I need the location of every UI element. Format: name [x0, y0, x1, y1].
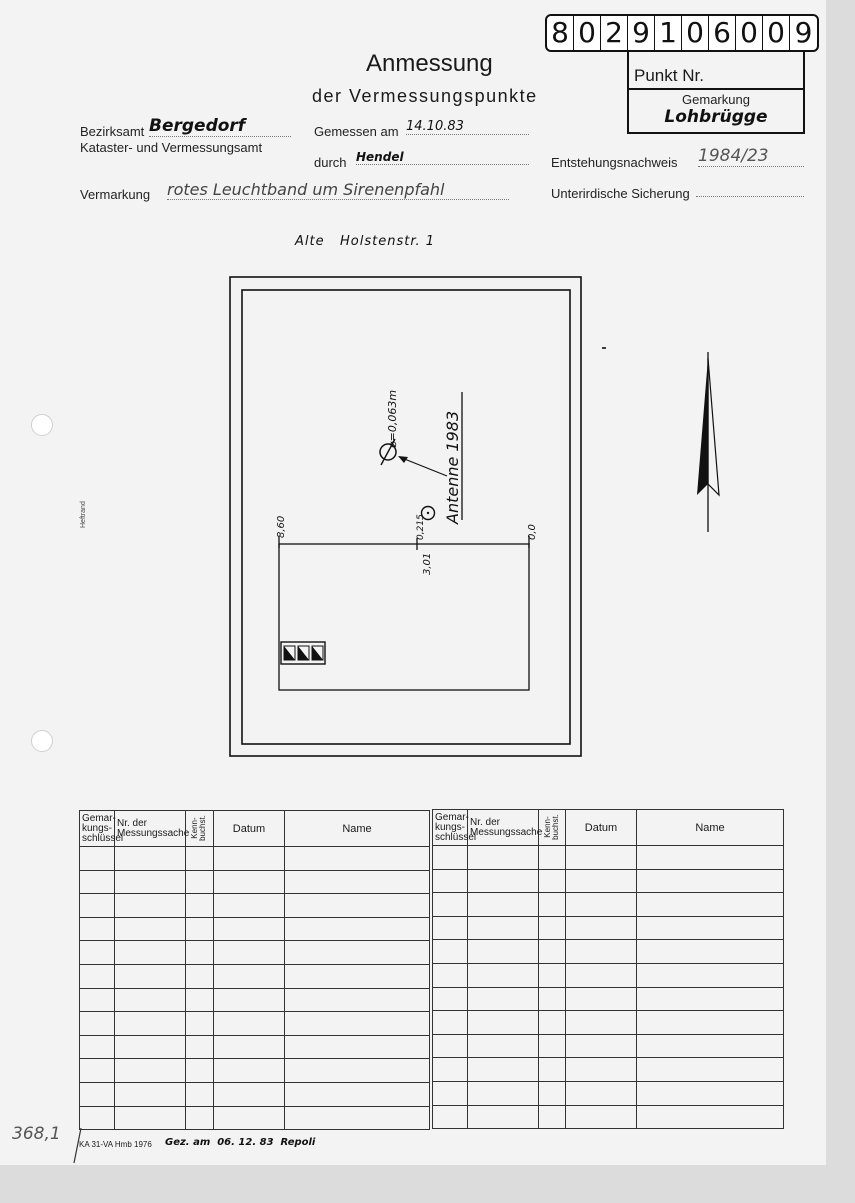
table-cell[interactable]: [468, 940, 539, 964]
table-cell[interactable]: [433, 1011, 468, 1035]
table-cell[interactable]: [115, 941, 186, 965]
table-row: [80, 1012, 430, 1036]
table-cell[interactable]: [468, 916, 539, 940]
punkt-label: Punkt Nr.: [629, 52, 803, 90]
form-title: Anmessung: [366, 50, 493, 77]
table-cell[interactable]: [433, 869, 468, 893]
symbol-triangle: [298, 646, 309, 660]
table-cell[interactable]: [637, 1081, 784, 1105]
origin-value: 1984/23: [698, 146, 804, 167]
gemarkung-value: Lohbrügge: [664, 107, 768, 127]
table-cell[interactable]: [433, 963, 468, 987]
form-subtitle: der Vermessungspunkte: [312, 86, 538, 106]
number-digit: 0: [736, 16, 763, 50]
table-cell[interactable]: [115, 964, 186, 988]
north-arrow-dark: [697, 358, 708, 495]
table-row: [433, 1058, 784, 1082]
header-nr: Nr. der Messungssache: [468, 810, 539, 846]
table-cell[interactable]: [637, 987, 784, 1011]
table-cell[interactable]: [566, 1011, 637, 1035]
antenna-label: Antenne 1983: [443, 410, 462, 524]
table-cell[interactable]: [566, 1034, 637, 1058]
table-row: [80, 964, 430, 988]
table-cell[interactable]: [285, 1059, 430, 1083]
number-digit: 8: [547, 16, 574, 50]
table-cell[interactable]: [186, 870, 214, 894]
table-cell[interactable]: [80, 1012, 115, 1036]
table-cell[interactable]: [468, 1058, 539, 1082]
table-cell[interactable]: [214, 1082, 285, 1106]
table-cell[interactable]: [115, 870, 186, 894]
table-cell[interactable]: [285, 1082, 430, 1106]
header-name: Name: [285, 811, 430, 847]
table-cell[interactable]: [80, 1035, 115, 1059]
number-digit: 0: [763, 16, 790, 50]
side-label: Heftrand: [80, 501, 87, 528]
table-cell[interactable]: [468, 1081, 539, 1105]
table-cell[interactable]: [566, 1058, 637, 1082]
header-gemarkung: Gemar- kungs- schlüssel: [80, 811, 115, 847]
table-cell[interactable]: [539, 940, 566, 964]
office-label: Bezirksamt: [80, 124, 145, 139]
dim-301: 3,01: [422, 552, 433, 575]
table-cell[interactable]: [539, 869, 566, 893]
table-cell[interactable]: [539, 916, 566, 940]
header-kenn-text: Kenn- buchst.: [190, 815, 207, 841]
table-cell[interactable]: [539, 963, 566, 987]
table-cell[interactable]: [468, 893, 539, 917]
table-cell[interactable]: [186, 988, 214, 1012]
table-cell[interactable]: [433, 846, 468, 870]
table-cell[interactable]: [80, 847, 115, 871]
table-cell[interactable]: [539, 1034, 566, 1058]
table-row: [80, 917, 430, 941]
table-cell[interactable]: [468, 1011, 539, 1035]
building-outline: [279, 544, 529, 690]
table-cell[interactable]: [186, 847, 214, 871]
table-cell[interactable]: [468, 1105, 539, 1129]
table-cell[interactable]: [637, 1011, 784, 1035]
symbol-triangle: [284, 646, 295, 660]
table-row: [433, 1011, 784, 1035]
table-row: [80, 894, 430, 918]
table-cell[interactable]: [637, 940, 784, 964]
underground-label: Unterirdische Sicherung: [551, 186, 690, 201]
table-cell[interactable]: [115, 1012, 186, 1036]
table-cell[interactable]: [80, 1082, 115, 1106]
table-cell[interactable]: [637, 893, 784, 917]
table-cell[interactable]: [214, 894, 285, 918]
table-row: [433, 963, 784, 987]
table-cell[interactable]: [433, 893, 468, 917]
table-cell[interactable]: [285, 894, 430, 918]
table-cell[interactable]: [115, 894, 186, 918]
table-cell[interactable]: [539, 1058, 566, 1082]
drawn-by: Gez. am 06. 12. 83 Repoli: [165, 1137, 316, 1148]
table-cell[interactable]: [566, 916, 637, 940]
table-cell[interactable]: [186, 941, 214, 965]
table-row: [80, 847, 430, 871]
table-cell[interactable]: [468, 846, 539, 870]
header-name: Name: [637, 810, 784, 846]
table-cell[interactable]: [637, 846, 784, 870]
table-cell[interactable]: [115, 988, 186, 1012]
table-row: [80, 1106, 430, 1130]
table-cell[interactable]: [285, 1106, 430, 1130]
table-cell[interactable]: [539, 987, 566, 1011]
table-cell[interactable]: [186, 1106, 214, 1130]
table-cell[interactable]: [637, 1058, 784, 1082]
table-cell[interactable]: [285, 917, 430, 941]
measured-label: Gemessen am: [314, 124, 399, 139]
table-cell[interactable]: [285, 964, 430, 988]
table-cell[interactable]: [468, 1034, 539, 1058]
table-cell[interactable]: [214, 870, 285, 894]
table-cell[interactable]: [566, 869, 637, 893]
by-value: Hendel: [356, 150, 529, 165]
symbol-triangle: [312, 646, 323, 660]
header-kenn: [186, 811, 214, 847]
header-gemarkung: Gemar- kungs- schlüssel: [433, 810, 468, 846]
table-cell[interactable]: [115, 1106, 186, 1130]
table-cell[interactable]: [186, 917, 214, 941]
table-cell[interactable]: [214, 1012, 285, 1036]
dim-0215: 0,215: [416, 514, 426, 540]
header-datum: Datum: [214, 811, 285, 847]
table-cell[interactable]: [214, 941, 285, 965]
table-cell[interactable]: [433, 1105, 468, 1129]
number-digit: 1: [655, 16, 682, 50]
table-cell[interactable]: [433, 916, 468, 940]
table-cell[interactable]: [566, 893, 637, 917]
table-cell[interactable]: [80, 964, 115, 988]
table-cell[interactable]: [539, 1081, 566, 1105]
marking-value: rotes Leuchtband um Sirenenpfahl: [167, 180, 509, 200]
hand-note: 368,1: [12, 1124, 61, 1144]
table-cell[interactable]: [433, 940, 468, 964]
number-digit: 9: [794, 16, 813, 49]
table-cell[interactable]: [115, 847, 186, 871]
table-cell[interactable]: [433, 987, 468, 1011]
table-cell[interactable]: [539, 1105, 566, 1129]
number-digit: 2: [601, 16, 628, 50]
table-cell[interactable]: [566, 1081, 637, 1105]
table-cell[interactable]: [285, 988, 430, 1012]
table-cell[interactable]: [566, 1105, 637, 1129]
number-digit: 9: [628, 16, 655, 50]
table-cell[interactable]: [285, 1012, 430, 1036]
table-cell[interactable]: [539, 893, 566, 917]
by-label: durch: [314, 155, 347, 170]
table-cell[interactable]: [637, 1034, 784, 1058]
table-row: [80, 1035, 430, 1059]
table-cell[interactable]: [80, 917, 115, 941]
table-cell[interactable]: [214, 847, 285, 871]
table-cell[interactable]: [637, 916, 784, 940]
table-cell[interactable]: [80, 870, 115, 894]
number-digit: 6: [709, 16, 736, 50]
form-code: KA 31-VA Hmb 1976: [79, 1140, 152, 1149]
table-row: [80, 941, 430, 965]
number-digit: 0: [682, 16, 709, 50]
antenna-point-center: [427, 512, 429, 514]
table-cell[interactable]: [539, 846, 566, 870]
header-kenn: [539, 810, 566, 846]
table-cell[interactable]: [566, 846, 637, 870]
table-cell[interactable]: [186, 894, 214, 918]
table-cell[interactable]: [285, 870, 430, 894]
table-cell[interactable]: [80, 1106, 115, 1130]
table-cell[interactable]: [468, 963, 539, 987]
table-row: [433, 846, 784, 870]
table-cell[interactable]: [80, 1059, 115, 1083]
office-sub: Kataster- und Vermessungsamt: [80, 140, 263, 155]
table-cell[interactable]: [115, 1082, 186, 1106]
table-cell[interactable]: [468, 869, 539, 893]
address: Alte Holstenstr. 1: [295, 234, 436, 249]
table-cell[interactable]: [566, 940, 637, 964]
table-cell[interactable]: [214, 1059, 285, 1083]
table-cell[interactable]: [566, 987, 637, 1011]
table-row: [433, 1034, 784, 1058]
header-datum: Datum: [566, 810, 637, 846]
dim-left: 8,60: [276, 515, 287, 538]
table-cell[interactable]: [115, 1059, 186, 1083]
measurement-table-right: [432, 809, 784, 1129]
number-digit: 0: [574, 16, 601, 50]
table-cell[interactable]: [115, 917, 186, 941]
frame-inner: [242, 290, 570, 744]
table-cell[interactable]: [186, 1035, 214, 1059]
table-cell[interactable]: [637, 1105, 784, 1129]
table-row: [433, 869, 784, 893]
north-arrow-light: [708, 358, 719, 495]
table-cell[interactable]: [637, 869, 784, 893]
table-cell[interactable]: [214, 917, 285, 941]
table-cell[interactable]: [468, 987, 539, 1011]
table-cell[interactable]: [539, 1011, 566, 1035]
table-cell[interactable]: [186, 964, 214, 988]
table-cell[interactable]: [80, 988, 115, 1012]
measurement-table-left: [79, 810, 430, 1130]
table-row: [80, 988, 430, 1012]
diameter-label: ⌀=0,063m: [386, 389, 399, 448]
table-cell[interactable]: [285, 847, 430, 871]
table-cell[interactable]: [186, 1012, 214, 1036]
table-row: [433, 893, 784, 917]
table-cell[interactable]: [566, 963, 637, 987]
header-kenn-text: Kenn- buchst.: [543, 814, 560, 840]
table-cell[interactable]: [186, 1082, 214, 1106]
gemarkung-label: Gemarkung: [682, 92, 750, 107]
measured-value: 14.10.83: [406, 119, 529, 135]
table-cell[interactable]: [115, 1035, 186, 1059]
table-cell[interactable]: [433, 1081, 468, 1105]
table-cell[interactable]: [214, 1106, 285, 1130]
table-row: [80, 1082, 430, 1106]
table-cell[interactable]: [637, 963, 784, 987]
table-row: [433, 1105, 784, 1129]
table-cell[interactable]: [285, 941, 430, 965]
table-row: [80, 1059, 430, 1083]
origin-label: Entstehungsnachweis: [551, 155, 678, 170]
table-cell[interactable]: [433, 1034, 468, 1058]
office-value: Bergedorf: [149, 116, 291, 137]
table-row: [433, 1081, 784, 1105]
table-cell[interactable]: [433, 1058, 468, 1082]
table-row: [433, 916, 784, 940]
table-cell[interactable]: [214, 964, 285, 988]
table-row: [80, 870, 430, 894]
table-cell[interactable]: [285, 1035, 430, 1059]
table-cell[interactable]: [214, 1035, 285, 1059]
table-row: [433, 987, 784, 1011]
table-cell[interactable]: [80, 894, 115, 918]
header-nr: Nr. der Messungssache: [115, 811, 186, 847]
table-cell[interactable]: [186, 1059, 214, 1083]
marking-label: Vermarkung: [80, 187, 151, 202]
leader-line: [402, 458, 447, 476]
table-row: [433, 940, 784, 964]
dim-right: 0,0: [527, 524, 538, 540]
table-cell[interactable]: [214, 988, 285, 1012]
table-cell[interactable]: [80, 941, 115, 965]
